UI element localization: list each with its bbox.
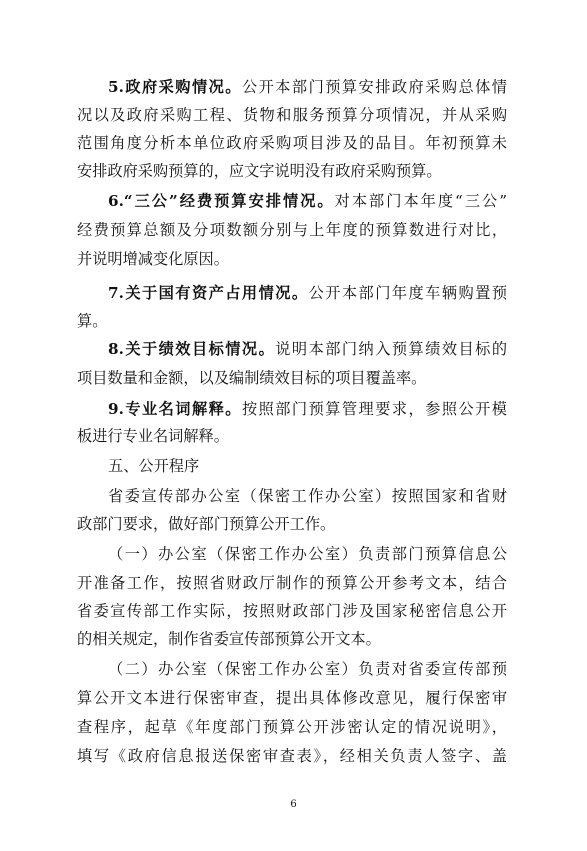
section-9-title: 9.专业名词解释。 <box>108 400 242 418</box>
section-7-text: 公开本部门年度车辆购置预 <box>308 284 508 302</box>
section-5-text: 公开本部门预算安排政府采购总体情 <box>241 78 507 96</box>
section-heading: 五、公开程序 <box>108 457 200 475</box>
para-2-line-3: 查程序，起草《年度部门预算公开涉密认定的情况说明》， <box>77 718 507 736</box>
section-7-line-2: 算。 <box>77 312 108 330</box>
para-1-line-3: 省委宣传部工作实际，按照财政部门涉及国家秘密信息公开 <box>77 602 507 620</box>
section-5-line-3: 范围角度分析本单位政府采购项目涉及的品目。年初预算未 <box>77 134 507 152</box>
section-8-title: 8.关于绩效目标情况。 <box>108 340 276 358</box>
section-9-text: 按照部门预算管理要求，参照公开模 <box>241 400 507 418</box>
section-8-text: 说明本部门纳入预算绩效目标的 <box>275 340 508 358</box>
section-7-line-1 <box>108 279 507 307</box>
section-5-line-2: 况以及政府采购工程、货物和服务预算分项情况，并从采购 <box>77 106 507 124</box>
para-2-line-4: 填写《政府信息报送保密审查表》，经相关负责人签字、盖 <box>77 747 507 765</box>
intro-line-2: 政部门要求，做好部门预算公开工作。 <box>77 515 336 533</box>
section-6-title: 6.“三公”经费预算安排情况。 <box>108 192 335 210</box>
section-8-line-1 <box>108 335 507 363</box>
para-2-line-2: 算公开文本进行保密审查，提出具体修改意见，履行保密审 <box>77 689 507 707</box>
section-9-line-2: 板进行专业名词解释。 <box>77 427 229 445</box>
section-6-line-3: 并说明增减变化原因。 <box>77 250 229 268</box>
section-6-line-1 <box>108 187 507 215</box>
intro-line-1: 省委宣传部办公室（保密工作办公室）按照国家和省财 <box>108 487 507 505</box>
page-number: 6 <box>290 799 297 810</box>
section-5-line-1 <box>108 73 507 101</box>
section-6-text: 对本部门本年度“三公” <box>334 192 508 210</box>
section-7-title: 7.关于国有资产占用情况。 <box>108 284 309 302</box>
section-9-line-1 <box>108 395 507 423</box>
para-2-line-1: （二）办公室（保密工作办公室）负责对省委宣传部预 <box>108 660 507 678</box>
section-8-line-2: 项目数量和金额，以及编制绩效目标的项目覆盖率。 <box>77 369 427 387</box>
para-1-line-1: （一）办公室（保密工作办公室）负责部门预算信息公 <box>108 545 507 563</box>
para-1-line-4: 的相关规定，制作省委宣传部预算公开文本。 <box>77 630 381 648</box>
section-5-line-4: 安排政府采购预算的，应文字说明没有政府采购预算。 <box>77 162 442 180</box>
section-5-title: 5.政府采购情况。 <box>108 78 242 96</box>
section-6-line-2: 经费预算总额及分项数额分别与上年度的预算数进行对比， <box>77 221 507 239</box>
para-1-line-2: 开准备工作，按照省财政厅制作的预算公开参考文本，结合 <box>77 574 507 592</box>
